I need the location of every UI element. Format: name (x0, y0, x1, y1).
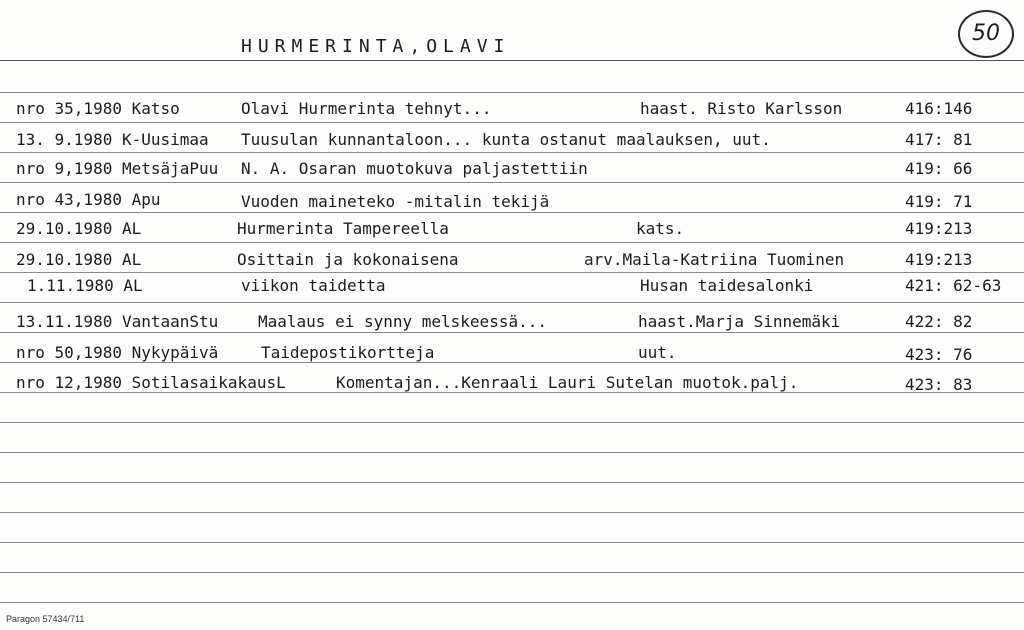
rule-line (0, 212, 1024, 213)
entry-source: 29.10.1980 AL (16, 250, 142, 269)
printer-imprint: Paragon 57434/711 (6, 614, 85, 624)
entry-ref: 423: 76 (905, 345, 973, 364)
entry-source: nro 35,1980 Katso (16, 99, 180, 118)
entry-source: nro 43,1980 Apu (16, 190, 161, 209)
entry-title: N. A. Osaran muotokuva paljastettiin (241, 159, 588, 178)
entry-ref: 417: 81 (905, 130, 973, 149)
entry-source: 13.11.1980 VantaanStu (16, 312, 219, 331)
rule-line (0, 422, 1024, 423)
entry-source: nro 9,1980 MetsäjaPuu (16, 159, 219, 178)
entry-title: Tuusulan kunnantaloon... kunta ostanut maalauksen, uut. (241, 130, 771, 149)
entry-note: haast. Risto Karlsson (640, 99, 843, 118)
entry-title: Vuoden maineteko -mitalin tekijä (241, 192, 550, 211)
entry-title: Olavi Hurmerinta tehnyt... (241, 99, 492, 118)
rule-line (0, 542, 1024, 543)
entry-ref: 419:213 (905, 219, 973, 238)
card-number-circle: 50 (958, 10, 1014, 58)
entry-source: 1.11.1980 AL (27, 276, 143, 295)
entry-title: viikon taidetta (241, 276, 386, 295)
entry-source: nro 50,1980 Nykypäivä (16, 343, 219, 362)
rule-line (0, 242, 1024, 243)
entry-title: Taidepostikortteja (261, 343, 435, 362)
entry-ref: 419: 71 (905, 192, 973, 211)
entry-note: kats. (636, 219, 685, 238)
entry-ref: 419:213 (905, 250, 973, 269)
rule-line (0, 152, 1024, 153)
card-title: HURMERINTA,OLAVI (241, 36, 511, 57)
rule-line (0, 272, 1024, 273)
entry-note: uut. (638, 343, 677, 362)
entry-ref: 423: 83 (905, 375, 973, 394)
entry-title: Komentajan...Kenraali Lauri Sutelan muotok.palj. (336, 373, 799, 392)
rule-line (0, 302, 1024, 303)
entry-title: Hurmerinta Tampereella (237, 219, 449, 238)
entry-ref: 416:146 (905, 99, 973, 118)
rule-line (0, 60, 1024, 61)
rule-line (0, 512, 1024, 513)
entry-title: Osittain ja kokonaisena (237, 250, 459, 269)
rule-line (0, 332, 1024, 333)
entry-ref: 421: 62-63 (905, 276, 1002, 295)
entry-source: 29.10.1980 AL (16, 219, 142, 238)
rule-line (0, 572, 1024, 573)
entry-title: Maalaus ei synny melskeessä... (258, 312, 547, 331)
rule-line (0, 392, 1024, 393)
rule-line (0, 362, 1024, 363)
entry-source: 13. 9.1980 K-Uusimaa (16, 130, 209, 149)
rule-line (0, 602, 1024, 603)
entry-note: Husan taidesalonki (640, 276, 814, 295)
entry-ref: 419: 66 (905, 159, 973, 178)
entry-ref: 422: 82 (905, 312, 973, 331)
rule-line (0, 122, 1024, 123)
entry-note: haast.Marja Sinnemäki (638, 312, 841, 331)
rule-line (0, 482, 1024, 483)
rule-line (0, 452, 1024, 453)
rule-line (0, 92, 1024, 93)
entry-note: arv.Maila-Katriina Tuominen (584, 250, 845, 269)
entry-source: nro 12,1980 SotilasaikakausL (16, 373, 286, 392)
rule-line (0, 182, 1024, 183)
